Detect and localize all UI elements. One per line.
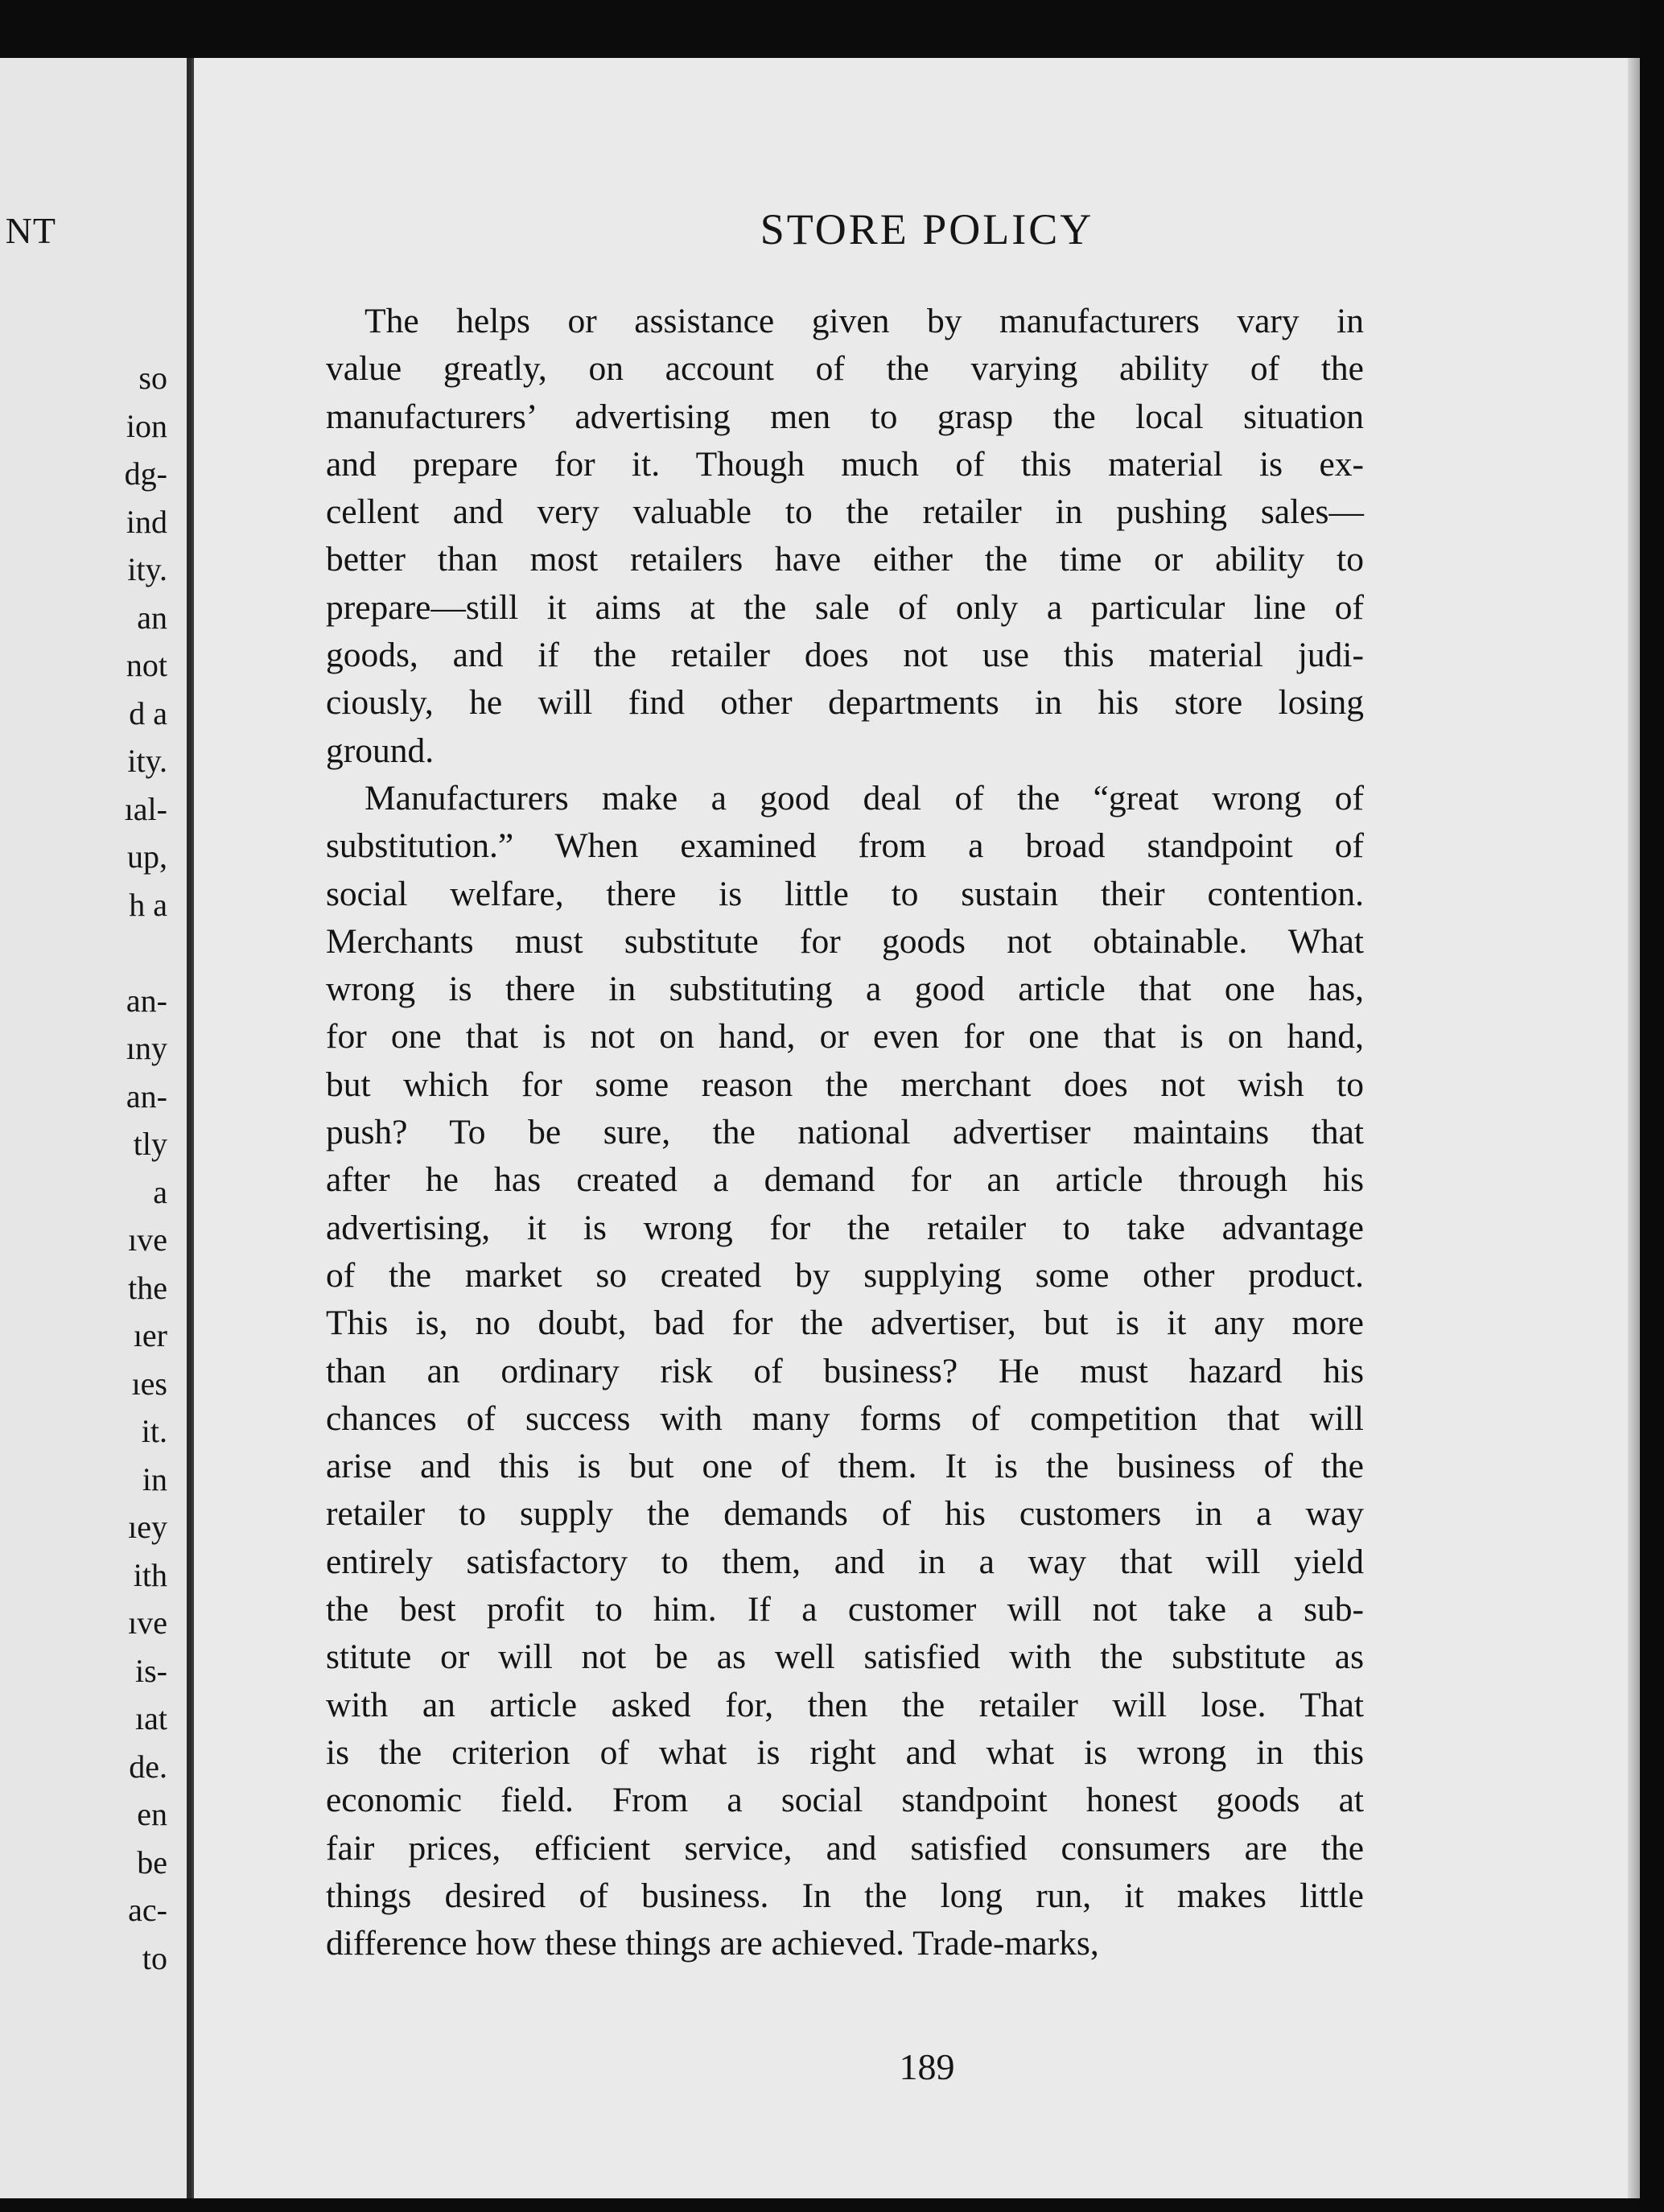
running-head: STORE POLICY — [760, 205, 1094, 253]
text-line: fair prices, efficient service, and satisfied consumers are the — [326, 1828, 1364, 1868]
text-line: Merchants must substitute for goods not obtainable. What — [326, 921, 1364, 961]
facing-page-line: ity. — [127, 743, 167, 779]
text-line: with an article asked for, then the retailer will lose. That — [326, 1685, 1364, 1724]
facing-page-line: so — [138, 360, 167, 396]
text-line: ground. — [326, 731, 435, 770]
body-text — [326, 298, 1364, 1967]
paragraph — [326, 775, 1364, 1967]
facing-page-line: h a — [129, 886, 167, 923]
text-line: substitution.” When examined from a broad standpoint of — [326, 826, 1364, 866]
facing-page-line: not — [126, 647, 167, 683]
facing-page-line: in — [142, 1460, 167, 1497]
text-line: economic field. From a social standpoint honest goods at — [326, 1781, 1364, 1820]
facing-page-running-head: NT — [5, 210, 56, 251]
facing-page-line — [6, 929, 167, 977]
facing-page-line: be — [137, 1843, 167, 1880]
facing-page-line: d a — [129, 694, 167, 731]
facing-page-line: ith — [133, 1556, 167, 1593]
facing-page-line: up, — [127, 838, 167, 875]
text-line: cellent and very valuable to the retailer in pushing sales— — [326, 492, 1364, 532]
text-line: after he has created a demand for an article through his — [326, 1160, 1364, 1200]
text-line: advertising, it is wrong for the retailer to take advantage — [326, 1208, 1364, 1247]
facing-page-line: a — [153, 1173, 167, 1210]
facing-page-line: an — [137, 599, 167, 636]
facing-page-line: ıes — [131, 1365, 167, 1402]
facing-page-line: an- — [126, 982, 167, 1019]
facing-page-line: en — [137, 1796, 167, 1832]
facing-page-line: tly — [133, 1126, 167, 1162]
facing-page-line: ıve — [128, 1604, 167, 1641]
facing-page-line: ıal- — [124, 790, 167, 827]
facing-page-line: is- — [135, 1652, 167, 1689]
facing-page-line-fragments — [6, 354, 167, 1982]
facing-page-line: ity. — [127, 551, 167, 587]
facing-page-line: ac- — [128, 1892, 167, 1928]
text-line: arise and this is but one of them. It is the business of the — [326, 1447, 1364, 1486]
facing-page-line: dg- — [124, 455, 167, 492]
facing-page-line: ıny — [126, 1030, 167, 1066]
paragraph — [326, 298, 1364, 775]
text-line: ciously, he will find other departments in his store losing — [326, 683, 1364, 723]
book-page — [192, 58, 1642, 2198]
text-line: stitute or will not be as well satisfied with the substitute as — [326, 1637, 1364, 1677]
text-line: but which for some reason the merchant does not wish to — [326, 1065, 1364, 1104]
text-line: than an ordinary risk of business? He must hazard his — [326, 1351, 1364, 1390]
text-line: is the criterion of what is right and what is wrong in this — [326, 1732, 1364, 1772]
facing-page-line: to — [142, 1939, 167, 1976]
text-line: better than most retailers have either the time or ability to — [326, 540, 1364, 579]
text-line: manufacturers’ advertising men to grasp the local situation — [326, 397, 1364, 436]
text-line: and prepare for it. Though much of this material is ex- — [326, 444, 1364, 484]
text-line: wrong is there in substituting a good article that one has, — [326, 970, 1364, 1009]
text-line: the best profit to him. If a customer will not take a sub- — [326, 1590, 1364, 1629]
text-line: Manufacturers make a good deal of the “great wrong of — [365, 778, 1364, 818]
facing-page-line: ind — [126, 503, 167, 540]
text-line: difference how these things are achieved. Trade-marks, — [326, 1924, 1099, 1963]
text-line: of the market so created by supplying some other product. — [326, 1255, 1364, 1295]
facing-page-line: ion — [126, 407, 167, 444]
facing-page-line: ıey — [128, 1509, 167, 1545]
text-line: push? To be sure, the national advertiser maintains that — [326, 1113, 1364, 1152]
text-line: entirely satisfactory to them, and in a way that will yield — [326, 1542, 1364, 1581]
text-line: goods, and if the retailer does not use this material judi- — [326, 636, 1364, 675]
scan-border — [1640, 0, 1664, 2212]
facing-page-line: ıat — [135, 1700, 167, 1736]
text-line: value greatly, on account of the varying ability of the — [326, 349, 1364, 389]
facing-page-line: the — [128, 1269, 167, 1306]
facing-page-line: an- — [126, 1077, 167, 1114]
facing-page-line: it. — [141, 1413, 167, 1449]
page-number: 189 — [899, 2046, 955, 2087]
facing-page-fragment — [0, 58, 192, 2198]
text-line: social welfare, there is little to sustain their contention. — [326, 874, 1364, 913]
facing-page-line: ıer — [133, 1317, 167, 1353]
text-line: chances of success with many forms of competition that will — [326, 1398, 1364, 1438]
text-line: things desired of business. In the long run, it makes little — [326, 1876, 1364, 1915]
text-line: for one that is not on hand, or even for one that is on hand, — [326, 1017, 1364, 1057]
text-line: retailer to supply the demands of his customers in a way — [326, 1494, 1364, 1534]
text-line: prepare—still it aims at the sale of only a particular line of — [326, 587, 1364, 627]
text-line: The helps or assistance given by manufacturers vary in — [365, 302, 1364, 340]
facing-page-line: ıve — [128, 1221, 167, 1258]
text-line: This is, no doubt, bad for the advertiser, but is it any more — [326, 1304, 1364, 1343]
facing-page-line: de. — [129, 1748, 167, 1785]
